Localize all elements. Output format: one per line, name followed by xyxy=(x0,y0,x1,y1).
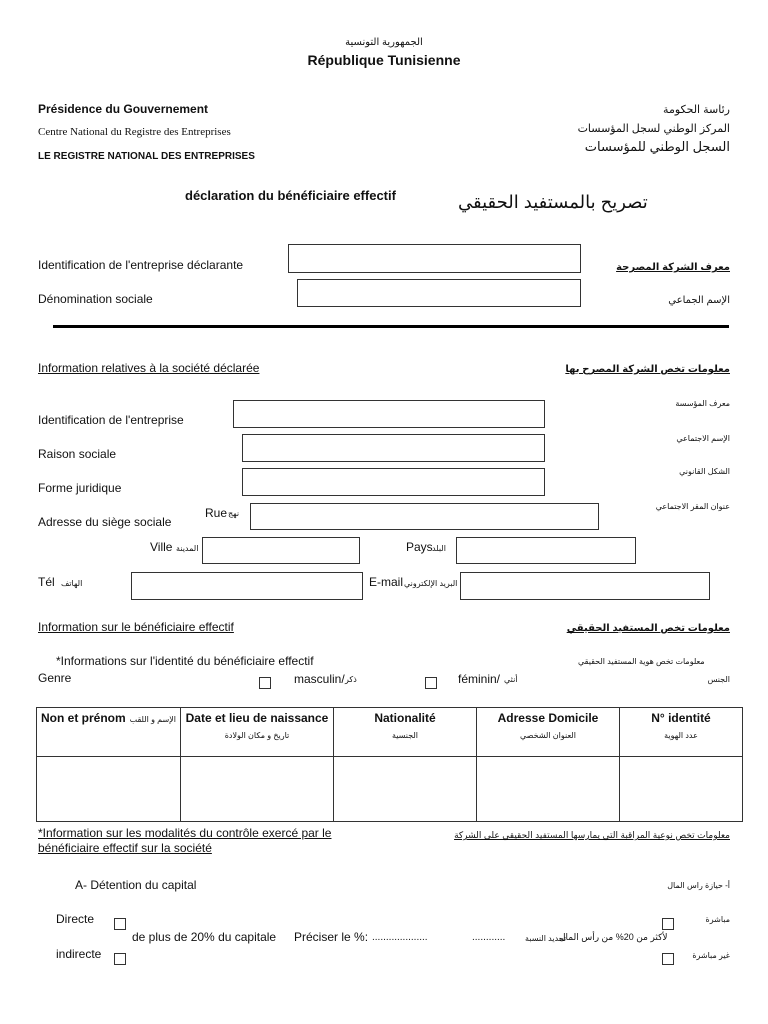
header-adresse-ar: العنوان الشخصي xyxy=(520,731,576,740)
header-naissance-ar: تاريخ و مكان الولادة xyxy=(224,731,290,740)
header-adresse xyxy=(477,708,620,757)
rue-label: Rue xyxy=(205,506,228,520)
feminin-label-ar: أنثي xyxy=(504,675,518,684)
rue-label-ar: نهج xyxy=(228,509,240,518)
header-nom-fr: Non et prénom xyxy=(41,711,126,725)
detention-label-ar: أ- حيازة راس المال xyxy=(667,881,730,890)
title-fr: déclaration du bénéficiaire effectif xyxy=(185,188,396,203)
header-nom-ar: الإسم و اللقب xyxy=(129,715,176,724)
republic-ar: الجمهورية التونسية xyxy=(345,37,423,48)
header-nationalite-fr: Nationalité xyxy=(374,711,436,725)
tahdid-dots[interactable]: ............ xyxy=(472,932,506,943)
centre-fr: Centre National du Registre des Entreprises xyxy=(38,126,231,138)
masculin-label: masculin/ xyxy=(294,672,345,686)
header-identite-ar: عدد الهوية xyxy=(664,731,698,740)
indirecte-checkbox[interactable] xyxy=(114,953,126,965)
masculin-checkbox[interactable] xyxy=(259,677,271,689)
presidence-fr: Présidence du Gouvernement xyxy=(38,102,209,116)
declarant-identification-label-ar: معرف الشركة المصرحة xyxy=(616,262,730,273)
directe-checkbox-ar[interactable] xyxy=(662,918,674,930)
cell-identite[interactable] xyxy=(620,757,743,822)
republic-fr: République Tunisienne xyxy=(307,52,461,68)
raison-sociale-label: Raison sociale xyxy=(38,447,117,461)
presidence-ar: رئاسة الحكومة xyxy=(663,104,730,116)
indirecte-checkbox-ar[interactable] xyxy=(662,953,674,965)
control-heading-line1: *Information sur les modalités du contrôle exercé par le xyxy=(38,826,332,840)
akthar-label-ar: لأكثر من 20% من رأس المال xyxy=(559,932,668,942)
forme-juridique-label: Forme juridique xyxy=(38,481,122,495)
detention-label: A- Détention du capital xyxy=(75,878,197,892)
header-nationalite xyxy=(334,708,477,757)
tel-label: Tél xyxy=(38,575,55,589)
beneficiary-section-heading: Information sur le bénéficiaire effectif xyxy=(38,620,234,634)
masculin-label-ar: ذكر xyxy=(345,675,357,684)
raison-sociale-field[interactable] xyxy=(242,434,545,462)
forme-juridique-label-ar: الشكل القانوني xyxy=(679,467,730,476)
ville-label-ar: المدينة xyxy=(176,544,199,553)
table-header-row xyxy=(37,708,743,757)
declarant-identification-label: Identification de l'entreprise déclarante xyxy=(38,258,244,272)
email-label-ar: البريد الإلكتروني xyxy=(404,579,458,588)
ville-label: Ville xyxy=(150,540,173,554)
indirecte-label-ar: غير مباشرة xyxy=(692,951,730,960)
tahdid-label-ar: تحديد النسبة xyxy=(525,934,567,943)
rue-field[interactable] xyxy=(250,503,599,530)
email-field[interactable] xyxy=(460,572,710,600)
denomination-label: Dénomination sociale xyxy=(38,292,153,306)
tel-label-ar: الهاتف xyxy=(61,579,83,588)
title-ar: تصريح بالمستفيد الحقيقي xyxy=(458,192,648,212)
indirecte-label: indirecte xyxy=(56,947,102,961)
company-identification-label-ar: معرف المؤسسة xyxy=(675,399,730,408)
directe-label: Directe xyxy=(56,912,95,926)
denomination-field[interactable] xyxy=(297,279,581,307)
centre-ar: المركز الوطني لسجل المؤسسات xyxy=(577,123,730,135)
company-section-heading: Information relatives à la société déclarée xyxy=(38,361,260,375)
section-divider xyxy=(53,325,729,328)
company-section-heading-ar: معلومات تخص الشركة المصرح بها xyxy=(565,364,730,375)
ville-field[interactable] xyxy=(202,537,360,564)
cell-naissance[interactable] xyxy=(181,757,334,822)
raison-sociale-label-ar: الإسم الاجتماعي xyxy=(676,434,730,443)
beneficiary-section-heading-ar: معلومات تخص المستفيد الحقيقي xyxy=(566,623,730,634)
tel-field[interactable] xyxy=(131,572,363,600)
preciser-label: Préciser le %: xyxy=(294,930,369,944)
declarant-identification-field[interactable] xyxy=(288,244,581,273)
company-identification-label: Identification de l'entreprise xyxy=(38,413,184,427)
adresse-label-ar: عنوان المقر الاجتماعي xyxy=(655,502,730,511)
company-identification-field[interactable] xyxy=(233,400,545,428)
header-identite-fr: N° identité xyxy=(651,711,711,725)
identity-subheading-ar: معلومات تخص هوية المستفيد الحقيقي xyxy=(578,657,705,666)
genre-label: Genre xyxy=(38,671,72,685)
feminin-checkbox[interactable] xyxy=(425,677,437,689)
directe-checkbox[interactable] xyxy=(114,918,126,930)
cell-adresse[interactable] xyxy=(477,757,620,822)
email-label: E-mail xyxy=(369,575,404,589)
genre-label-ar: الجنس xyxy=(707,675,730,684)
table-row xyxy=(37,757,743,822)
header-nom xyxy=(37,708,181,757)
control-heading-ar: معلومات تخص نوعية المراقبة التي يمارسها المستفيد الحقيقي على الشركة xyxy=(454,830,730,840)
cell-nom[interactable] xyxy=(37,757,181,822)
header-identite xyxy=(620,708,743,757)
beneficiary-table xyxy=(36,707,743,822)
header-nationalite-ar: الجنسية xyxy=(391,731,419,740)
forme-juridique-field[interactable] xyxy=(242,468,545,496)
cell-nationalite[interactable] xyxy=(334,757,477,822)
denomination-label-ar: الإسم الجماعي xyxy=(668,295,730,306)
header-naissance-fr: Date et lieu de naissance xyxy=(185,711,329,725)
registre-ar: السجل الوطني للمؤسسات xyxy=(584,139,730,154)
adresse-label: Adresse du siège sociale xyxy=(38,515,172,529)
directe-label-ar: مباشرة xyxy=(705,915,730,924)
feminin-label: féminin/ xyxy=(458,672,501,686)
control-heading-line2: bénéficiaire effectif sur la société xyxy=(38,841,212,855)
header-adresse-fr: Adresse Domicile xyxy=(497,711,599,725)
plus20-label: de plus de 20% du capitale xyxy=(132,930,277,944)
preciser-dots[interactable]: .................... xyxy=(372,932,428,943)
pays-label-ar: البلد xyxy=(432,544,446,553)
pays-label: Pays xyxy=(406,540,433,554)
identity-subheading: *Informations sur l'identité du bénéficiaire effectif xyxy=(56,654,314,668)
header-naissance xyxy=(181,708,334,757)
registre-fr: LE REGISTRE NATIONAL DES ENTREPRISES xyxy=(38,151,255,162)
pays-field[interactable] xyxy=(456,537,636,564)
